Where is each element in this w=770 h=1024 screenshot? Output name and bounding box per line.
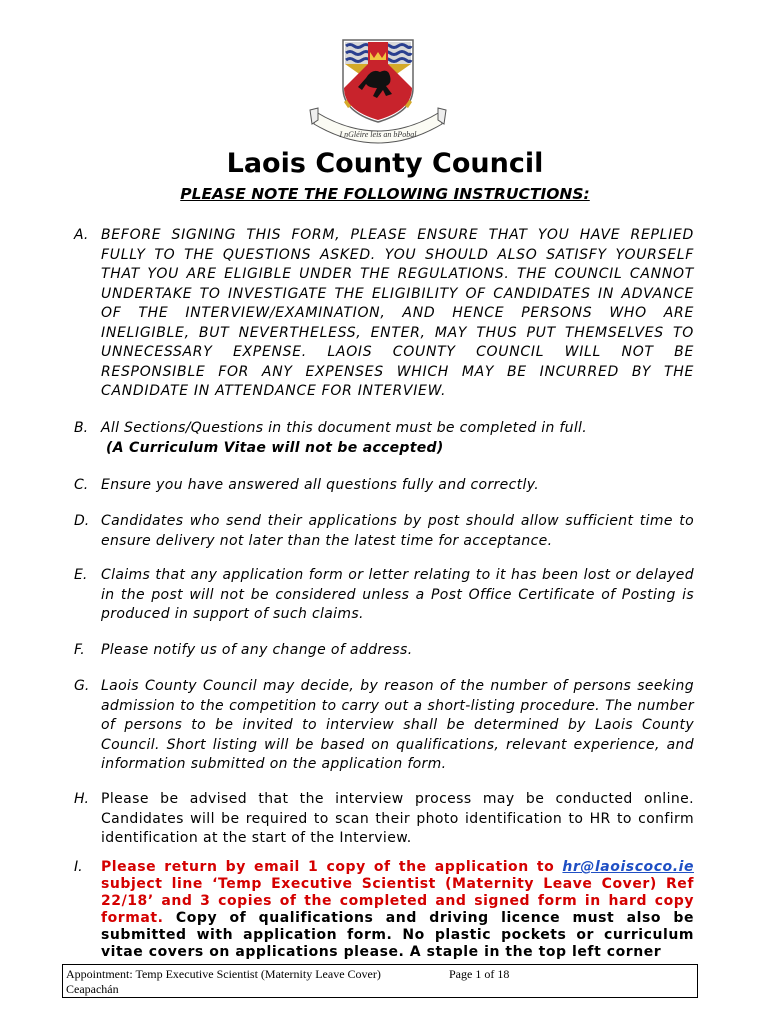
instruction-a <box>74 226 694 402</box>
hr-email-link[interactable]: hr@laoiscoco.ie <box>562 859 694 875</box>
item-letter: H. <box>74 791 89 807</box>
item-letter: E. <box>74 567 88 583</box>
instruction-d <box>74 512 694 551</box>
instruction-h <box>74 790 694 849</box>
item-text: Candidates who send their applications by post should allow sufficient time to ensure delivery not later than the latest time for acceptance. <box>101 513 694 549</box>
item-text: All Sections/Questions in this document must be completed in full. <box>101 420 587 436</box>
item-letter: I. <box>74 859 83 875</box>
instruction-f <box>74 641 694 661</box>
council-crest-logo <box>308 38 448 146</box>
instruction-c <box>74 476 694 496</box>
instruction-g <box>74 677 694 775</box>
footer-page-number: Page 1 of 18 <box>449 967 510 981</box>
item-letter: F. <box>74 642 85 658</box>
instruction-e <box>74 566 694 625</box>
item-letter: D. <box>74 513 90 529</box>
subject-line-instruction: subject line ‘Temp Executive Scientist (Maternity Leave Cover) Ref 22/18’ and 3 copies of the completed and signed form in hard copy format. <box>101 876 694 926</box>
page-title: Laois County Council <box>226 148 544 179</box>
instruction-b <box>74 419 694 458</box>
motto-text: I nGléire leis an bPobal <box>339 130 417 139</box>
item-letter: A. <box>74 227 89 243</box>
item-text: Ensure you have answered all questions fully and correctly. <box>101 477 540 493</box>
item-text: Laois County Council may decide, by reason of the number of persons seeking admission to the competition to carry out a short-listing procedure. The number of persons to be invited to interview shall be determined by Laois County Council. Short listing will be based on qualifications, relevant experience, and information submitted on the application form. <box>101 678 694 772</box>
instructions-heading: PLEASE NOTE THE FOLLOWING INSTRUCTIONS: <box>180 185 590 203</box>
item-letter: G. <box>74 678 90 694</box>
footer-ceapachan: Ceapachán <box>66 982 119 996</box>
item-text: BEFORE SIGNING THIS FORM, PLEASE ENSURE THAT YOU HAVE REPLIED FULLY TO THE QUESTIONS ASKED. YOU SHOULD ALSO SATISFY YOURSELF THAT YOU ARE ELIGIBLE UNDER THE REGULATIONS. THE COUNCIL CANNOT UNDERTAKE TO INVESTIGATE THE ELIGIBILITY OF CANDIDATES IN ADVANCE OF THE INTERVIEW/EXAMINATION, AND HENCE PERSONS WHO ARE INELIGIBLE, BUT NEVERTHELESS, ENTER, MAY THUS PUT THEMSELVES TO UNNECESSARY EXPENSE. LAOIS COUNTY COUNCIL WILL NOT BE RESPONSIBLE FOR ANY EXPENSES WHICH MAY BE INCURRED BY THE CANDIDATE IN ATTENDANCE FOR INTERVIEW. <box>101 227 694 399</box>
item-letter: B. <box>74 420 89 436</box>
footer-appointment: Appointment: Temp Executive Scientist (Maternity Leave Cover) <box>66 967 381 981</box>
item-text: Claims that any application form or letter relating to it has been lost or delayed in the post will not be considered unless a Post Office Certificate of Posting is produced in support of such claims. <box>101 567 694 622</box>
instruction-i <box>74 859 694 961</box>
page-footer <box>62 964 698 998</box>
item-text: Please be advised that the interview process may be conducted online. Candidates will be required to scan their photo identification to HR to confirm identification at the start of the Interview. <box>101 791 694 846</box>
item-letter: C. <box>74 477 89 493</box>
qualifications-instruction: Copy of qualifications and driving licence must also be submitted with application form. No plastic pockets or curriculum vitae covers on applications please. A staple in the top left corner <box>101 910 694 960</box>
item-text: Please notify us of any change of address. <box>101 642 413 658</box>
cv-note: (A Curriculum Vitae will not be accepted) <box>106 439 444 456</box>
return-instruction-red: Please return by email 1 copy of the application to <box>101 859 563 875</box>
